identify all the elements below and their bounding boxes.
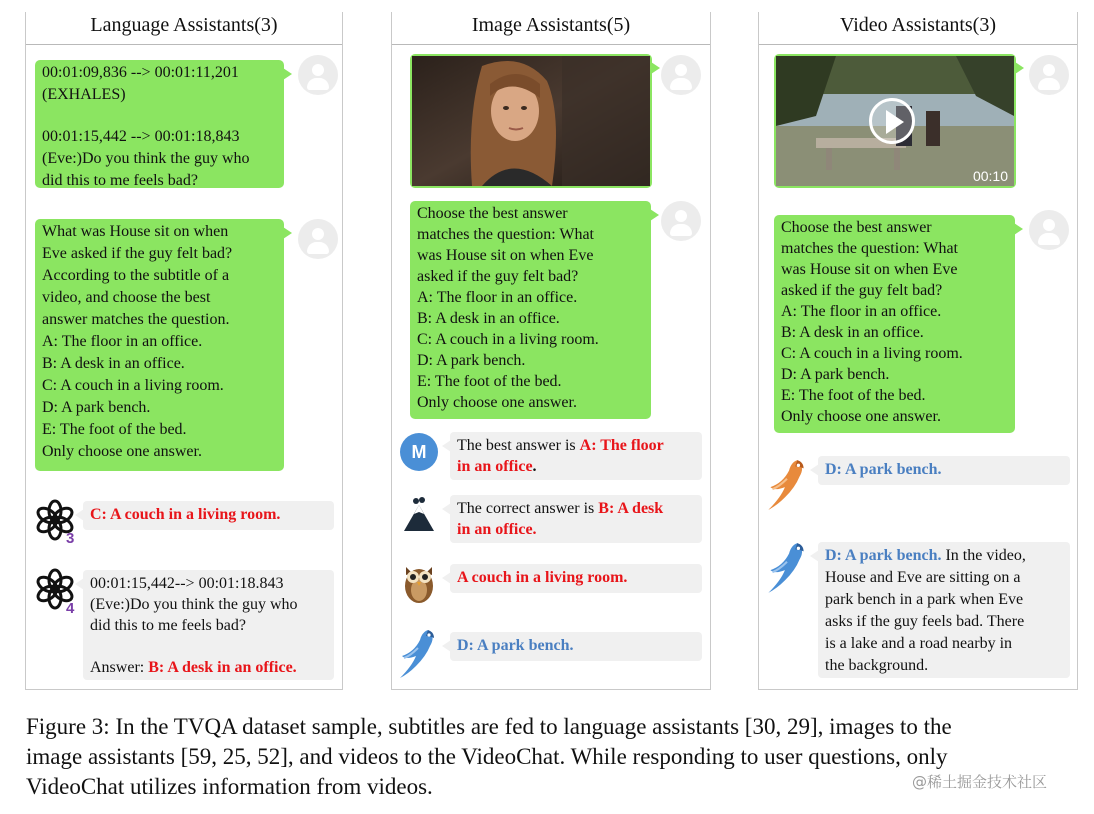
answer-text: A couch in a living room. xyxy=(457,569,628,586)
response-line: House and Eve are sitting on a xyxy=(825,569,1021,586)
answer-text: B: A desk xyxy=(598,500,664,517)
question-line: Only choose one answer. xyxy=(417,394,577,411)
question-line: matches the question: What xyxy=(781,240,958,257)
subtitle-line: did this to me feels bad? xyxy=(42,172,198,189)
subtitle-line: 00:01:15,442 --> 00:01:18,843 xyxy=(42,128,240,145)
question-line: D: A park bench. xyxy=(417,352,526,369)
assistant-response xyxy=(818,456,1070,485)
question-line: answer matches the question. xyxy=(42,311,230,328)
panel-title-image: Image Assistants(5) xyxy=(392,12,710,45)
mountain-logo-icon xyxy=(402,495,436,535)
question-line: D: A park bench. xyxy=(42,399,151,416)
model-version-label: 4 xyxy=(66,600,75,617)
user-avatar-icon xyxy=(1029,210,1069,250)
assistant-response xyxy=(450,495,702,543)
assistant-response xyxy=(83,501,334,530)
model-version-label: 3 xyxy=(66,530,75,547)
user-video-message xyxy=(774,54,1016,188)
assistant-response xyxy=(450,632,702,661)
question-line: B: A desk in an office. xyxy=(781,324,924,341)
user-subtitle-message xyxy=(35,60,284,188)
caption-line: image assistants [59, 25, 52], and videos to the VideoChat. While responding to user questions, only xyxy=(26,744,948,769)
answer-prefix: Answer: xyxy=(90,659,149,676)
play-button[interactable] xyxy=(869,98,915,144)
assistant-m-avatar-icon: M xyxy=(400,433,438,471)
question-line: E: The foot of the bed. xyxy=(781,387,926,404)
question-line: Only choose one answer. xyxy=(42,443,202,460)
answer-text: D: A park bench. xyxy=(457,637,574,654)
question-line: C: A couch in a living room. xyxy=(781,345,963,362)
response-line: park bench in a park when Eve xyxy=(825,591,1024,608)
assistant-response xyxy=(450,432,702,480)
video-assistants-panel xyxy=(758,12,1078,690)
assistant-response xyxy=(83,570,334,680)
owl-logo-icon xyxy=(402,559,436,605)
image-assistants-panel xyxy=(391,12,711,690)
question-line: A: The floor in an office. xyxy=(42,333,203,350)
assistant-response xyxy=(818,542,1070,678)
question-line: was House sit on when Eve xyxy=(781,261,958,278)
response-line: In the video, xyxy=(941,547,1026,564)
question-line: A: The floor in an office. xyxy=(417,289,578,306)
user-question-message xyxy=(35,219,284,471)
response-prefix: The best answer is xyxy=(457,437,580,454)
question-line: video, and choose the best xyxy=(42,289,211,306)
question-line: According to the subtitle of a xyxy=(42,267,230,284)
answer-text: A: The floor xyxy=(579,437,664,454)
question-line: matches the question: What xyxy=(417,226,594,243)
question-line: B: A desk in an office. xyxy=(417,310,560,327)
user-avatar-icon xyxy=(298,55,338,95)
question-line: Eve asked if the guy felt bad? xyxy=(42,245,233,262)
response-prefix: The correct answer is xyxy=(457,500,599,517)
subtitle-line: (EXHALES) xyxy=(42,86,126,103)
question-line: E: The foot of the bed. xyxy=(42,421,187,438)
answer-text: in an office. xyxy=(457,521,537,538)
caption-line: VideoChat utilizes information from videos. xyxy=(26,774,433,799)
user-question-message xyxy=(410,201,651,419)
question-line: C: A couch in a living room. xyxy=(42,377,224,394)
parrot-logo-icon xyxy=(398,626,438,682)
user-question-message xyxy=(774,215,1015,433)
question-line: What was House sit on when xyxy=(42,223,229,240)
response-line: the background. xyxy=(825,657,929,674)
question-line: asked if the guy felt bad? xyxy=(781,282,943,299)
answer-text: D: A park bench. xyxy=(825,461,942,478)
user-avatar-icon xyxy=(298,219,338,259)
video-duration: 00:10 xyxy=(972,168,1008,184)
user-avatar-icon xyxy=(661,201,701,241)
question-line: Only choose one answer. xyxy=(781,408,941,425)
question-line: C: A couch in a living room. xyxy=(417,331,599,348)
question-line: was House sit on when Eve xyxy=(417,247,594,264)
videochat-orange-logo-icon xyxy=(765,456,809,514)
answer-suffix: . xyxy=(532,458,537,475)
videochat-blue-logo-icon xyxy=(765,539,809,597)
caption-line: Figure 3: In the TVQA dataset sample, subtitles are fed to language assistants [30, 29], images to the xyxy=(26,714,952,739)
question-line: D: A park bench. xyxy=(781,366,890,383)
response-line: 00:01:15,442--> 00:01:18.843 xyxy=(90,575,284,592)
subtitle-line: (Eve:)Do you think the guy who xyxy=(42,150,250,167)
question-line: Choose the best answer xyxy=(417,205,568,222)
response-line: (Eve:)Do you think the guy who xyxy=(90,596,298,613)
question-line: asked if the guy felt bad? xyxy=(417,268,579,285)
user-avatar-icon xyxy=(661,55,701,95)
assistant-response xyxy=(450,564,702,593)
response-line: is a lake and a road nearby in xyxy=(825,635,1013,652)
question-line: Choose the best answer xyxy=(781,219,932,236)
answer-text: D: A park bench. xyxy=(825,547,942,564)
response-line: asks if the guy feels bad. There xyxy=(825,613,1025,630)
watermark: @稀土掘金技术社区 xyxy=(912,773,1048,791)
answer-text: B: A desk in an office. xyxy=(148,659,297,676)
panel-title-video: Video Assistants(3) xyxy=(759,12,1077,45)
question-line: A: The floor in an office. xyxy=(781,303,942,320)
user-avatar-icon xyxy=(1029,55,1069,95)
user-image-message xyxy=(410,54,652,188)
response-line: did this to me feels bad? xyxy=(90,617,246,634)
panel-title-language: Language Assistants(3) xyxy=(26,12,342,45)
answer-text: C: A couch in a living room. xyxy=(90,506,281,523)
subtitle-line: 00:01:09,836 --> 00:01:11,201 xyxy=(42,64,239,81)
language-assistants-panel xyxy=(25,12,343,690)
movie-still-image xyxy=(412,56,650,186)
question-line: E: The foot of the bed. xyxy=(417,373,562,390)
answer-text: in an office xyxy=(457,458,533,475)
question-line: B: A desk in an office. xyxy=(42,355,185,372)
